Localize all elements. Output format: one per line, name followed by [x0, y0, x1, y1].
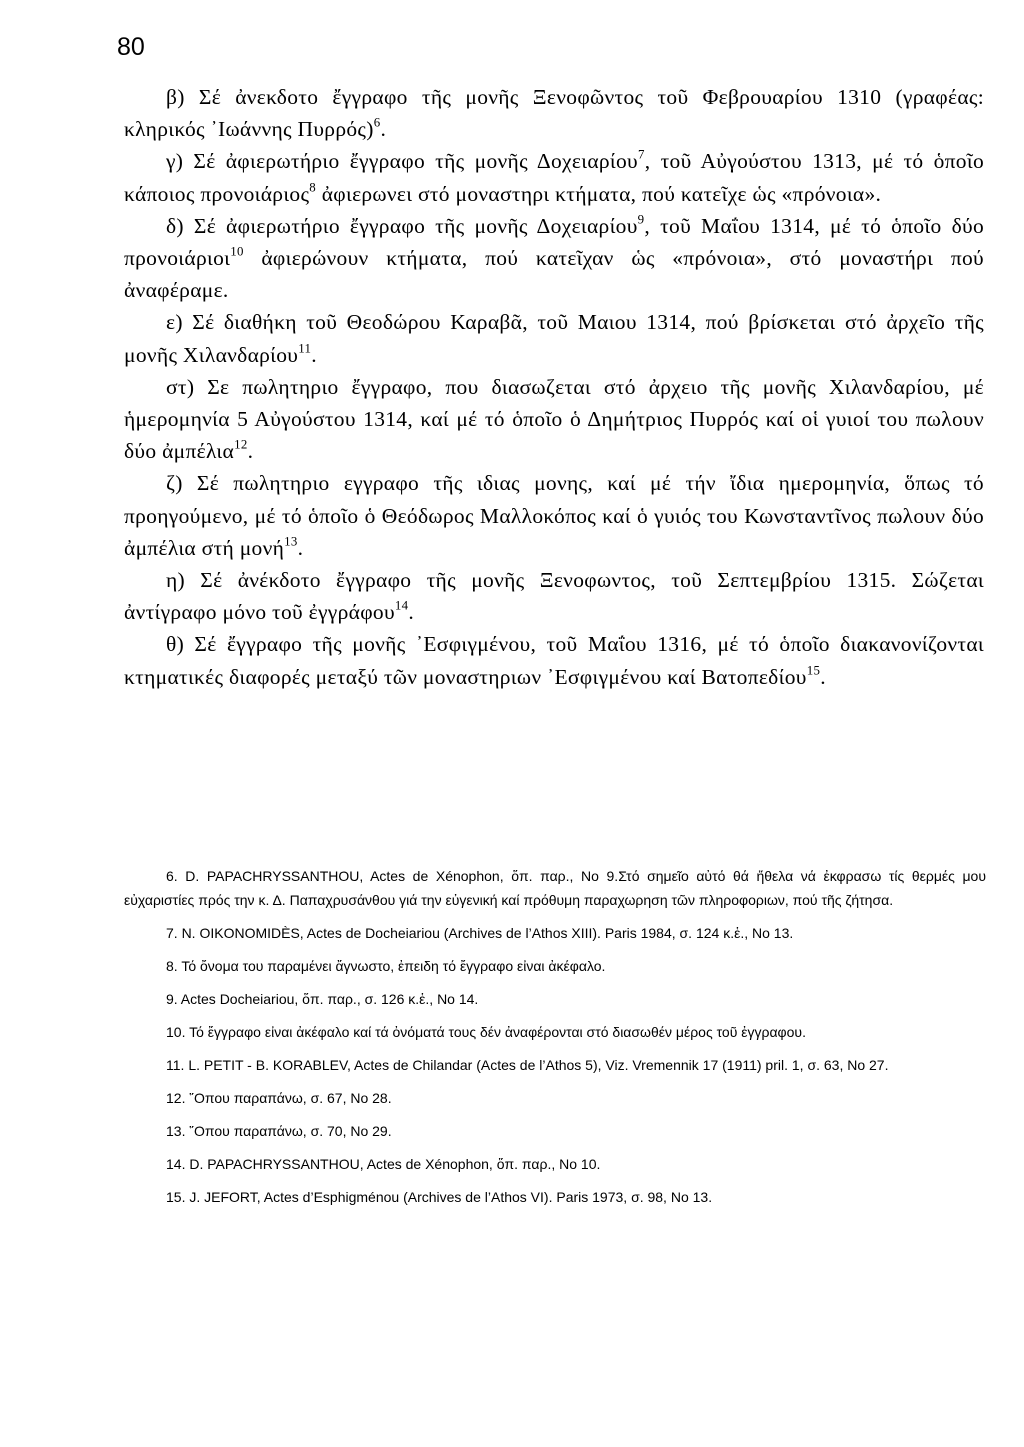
paragraph-tail: . [297, 535, 304, 560]
paragraph-tail: . [380, 117, 387, 142]
paragraph-tail: . [311, 342, 317, 367]
page-number: 80 [117, 33, 145, 61]
footnote-11: 11. L. PETIT - B. KORABLEV, Actes de Chilandar (Actes de l’Athos 5), Viz. Vremennik 17 (1911) pril. 1, σ. 63, No 27. [166, 1057, 889, 1073]
paragraph-text: γ) Σέ ἀφιερωτήριο ἔγγραφο τῆς μονῆς Δοχειαρίου [166, 149, 638, 174]
footnote-14: 14. D. PAPACHRYSSANTHOU, Actes de Xénophon, ὅπ. παρ., No 10. [166, 1156, 601, 1172]
footnote-9: 9. Actes Docheiariou, ὅπ. παρ., σ. 126 κ.ἑ., No 14. [166, 991, 479, 1007]
paragraph-theta [124, 628, 984, 692]
footnote-ref: 15 [806, 662, 821, 677]
paragraph-text: δ) Σέ ἀφιερωτήριο ἔγγραφο τῆς μονῆς Δοχειαρίου [166, 213, 638, 238]
footnote-12: 12. ῞Οπου παραπάνω, σ. 67, No 28. [166, 1090, 392, 1106]
footnote-ref: 8 [309, 179, 317, 194]
paragraph-tail: , τοῦ Μαΐου 1314, μέ τό ὁποῖο δύο προνοιάριοι [124, 213, 984, 271]
footnote-7: 7. N. OIKONOMIDÈS, Actes de Docheiariou (Archives de l’Athos XIII). Paris 1984, σ. 124 κ.ἑ., No 13. [166, 925, 794, 941]
paragraph-tail: ἀφιερώνουν κτήματα, πού κατεῖχαν ὡς «πρόνοια», στό μοναστήρι πού ἀναφέραμε. [124, 246, 984, 303]
paragraph-text: ε) Σέ διαθήκη τοῦ Θεοδώρου Καραβᾶ, τοῦ Μαιου 1314, πού βρίσκεται στό ἀρχεῖο τῆς μονῆς Χιλανδαρίου [124, 310, 984, 367]
paragraph-text: θ) Σέ ἔγγραφο τῆς μονῆς ᾽Εσφιγμένου, τοῦ Μαΐου 1316, μέ τό ὁποῖο διακανονίζονται κτηματικές διαφορές μεταξύ τῶν μοναστηριων ᾽Εσφιγμένου καί Βατοπεδίου [124, 632, 984, 689]
paragraph-text: β) Σέ ἀνεκδοτο ἔγγραφο τῆς μονῆς Ξενοφῶντος τοῦ Φεβρουαρίου 1310 (γραφέας: κληρικός ᾽Ιωάννης Πυρρός) [124, 85, 984, 142]
footnote-ref: 11 [298, 340, 312, 355]
paragraph-text: στ) Σε πωλητηριο ἔγγραφο, που διασωζεται στό ἀρχειο τῆς μονῆς Χιλανδαρίου, μέ ἡμερομηνία 5 Αὐγούστου 1314, καί μέ τό ὁποῖο ὁ Δημήτριος Πυρρός καί οἱ γυιοί του πωλουν δύο ἀμπέλια [124, 374, 984, 464]
footnote-ref: 6 [373, 115, 381, 130]
body-text [124, 81, 984, 693]
footnote-15: 15. J. JEFORT, Actes d’Esphigménou (Archives de l’Athos VI). Paris 1973, σ. 98, No 13. [166, 1189, 713, 1205]
footnotes [124, 864, 986, 1218]
footnote-ref: 7 [638, 147, 645, 162]
paragraph-beta [124, 81, 984, 145]
footnote-8: 8. Τό ὄνομα του παραμένει ἄγνωστο, ἐπειδη τό ἔγγραφο εἰναι ἀκέφαλο. [166, 958, 606, 974]
paragraph-tail: . [820, 664, 826, 689]
paragraph-tail: . [247, 439, 254, 464]
footnote-13: 13. ῞Οπου παραπάνω, σ. 70, No 29. [166, 1123, 392, 1139]
footnote-ref: 13 [284, 534, 298, 549]
paragraph-stigma [124, 371, 984, 468]
paragraph-gamma [124, 145, 984, 209]
paragraph-tail: , τοῦ Αὐγούστου 1313, μέ τό ὁποῖο κάποιος προνοιάριος [124, 149, 984, 206]
footnote-10: 10. Τό ἔγγραφο εἰναι ἀκέφαλο καί τά ὀνόματά τους δέν ἀναφέρονται στό διασωθέν μέρος τοῦ ἐγγραφου. [166, 1024, 806, 1040]
footnote-6: 6. D. PAPACHRYSSANTHOU, Actes de Xénophon, ὅπ. παρ., No 9.Στό σημεῖο αὐτό θά ἤθελα νά ἐκφρασω τίς θερμές μου εὐχαριστίες πρός την κ. Δ. Παπαχρυσάνθου γιά την εὐγενική καί πρόθυμη παραχωρηση τῶν πληροφοριων, πού τῆς ζήτησα. [124, 868, 986, 908]
paragraph-delta [124, 210, 984, 307]
paragraph-text: η) Σέ ἀνέκδοτο ἔγγραφο τῆς μονῆς Ξενοφωντος, τοῦ Σεπτεμβρίου 1315. Σώζεται ἀντίγραφο μόνο τοῦ ἐγγράφου [124, 568, 984, 625]
paragraph-zeta [124, 467, 984, 564]
paragraph-tail: . [408, 600, 415, 625]
footnote-ref: 9 [637, 212, 645, 227]
paragraph-eta [124, 564, 984, 628]
footnote-ref: 12 [234, 437, 248, 452]
footnote-ref: 14 [394, 598, 409, 613]
footnote-ref: 10 [230, 244, 244, 259]
paragraph-tail: ἀφιερωνει στό μοναστηρι κτήματα, πού κατεῖχε ὡς «πρόνοια». [316, 181, 882, 206]
paragraph-text: ζ) Σέ πωλητηριο εγγραφο τῆς ιδιας μονης, καί μέ τήν ἴδια ημερομηνία, ὅπως τό προηγούμενο, μέ τό ὁποῖο ὁ Θεόδωρος Μαλλοκόπος καί ὁ γυιός του Κωνσταντῖνος πωλουν δύο ἀμπέλια στή μονή [124, 471, 984, 560]
paragraph-epsilon [124, 306, 984, 370]
